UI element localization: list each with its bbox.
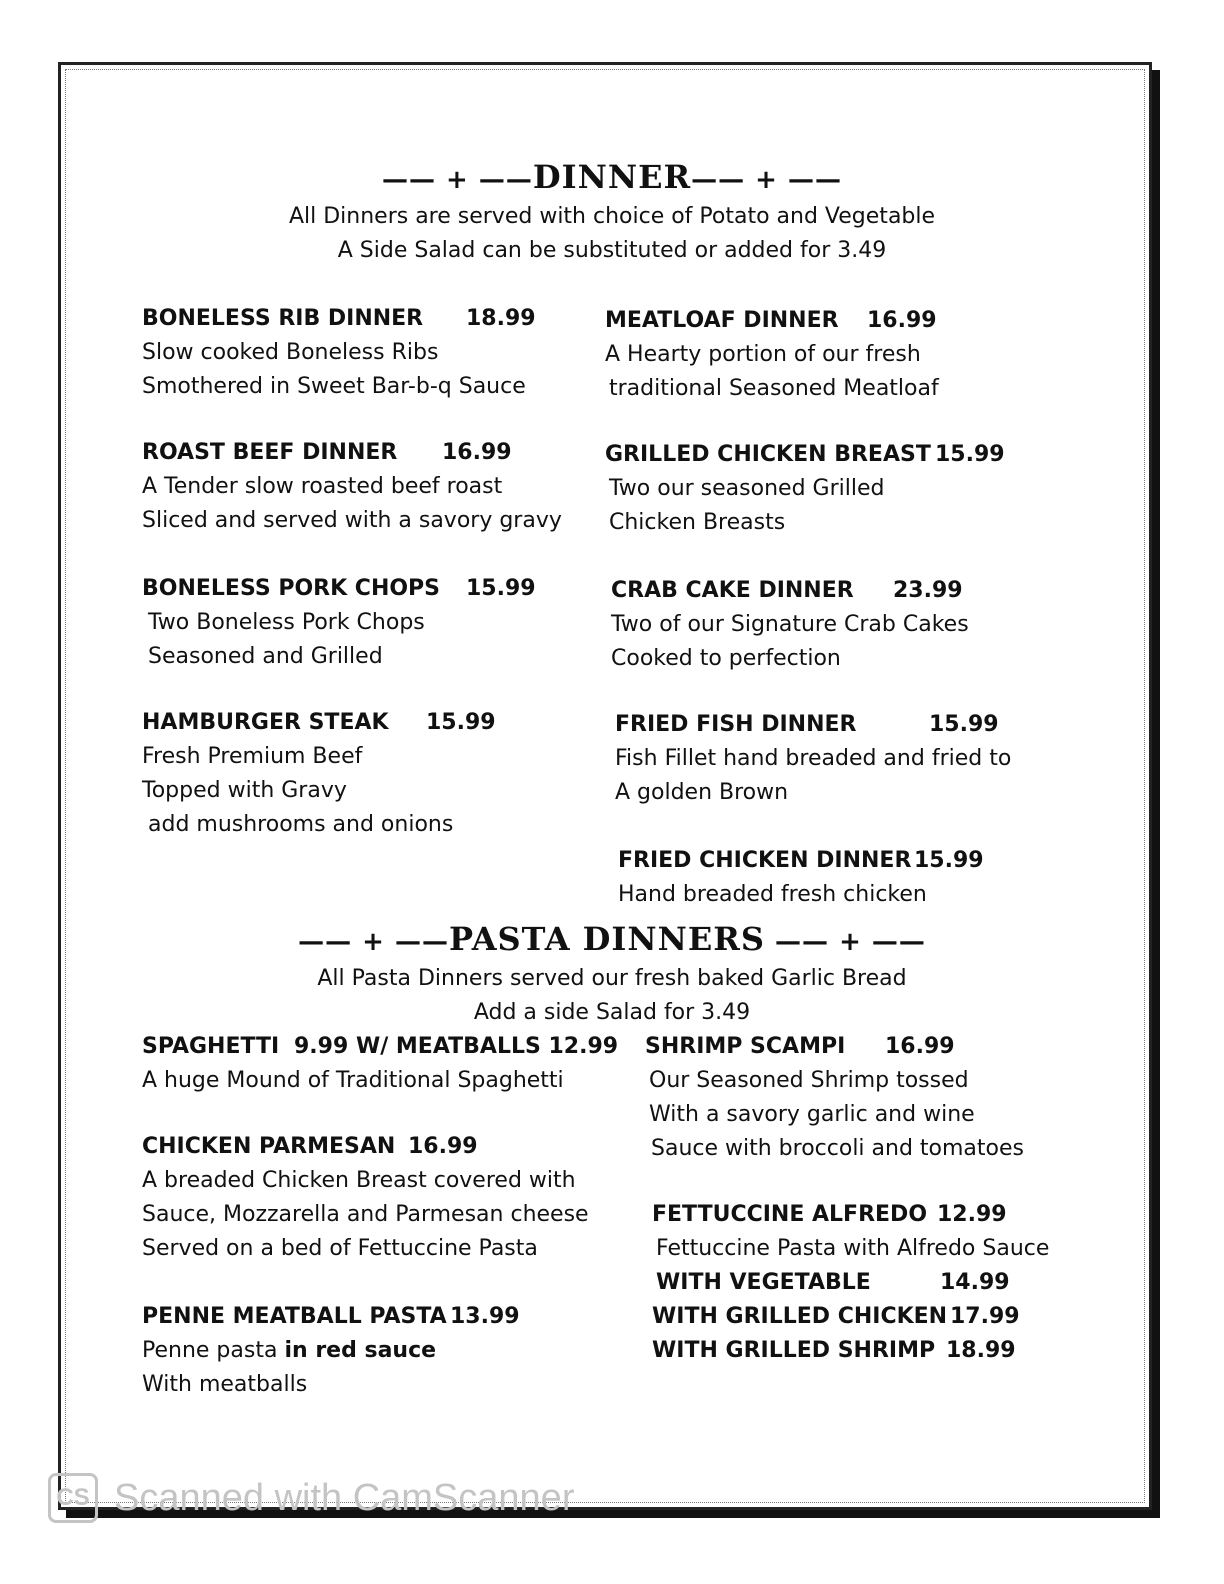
- menu-item: [652, 1198, 1049, 1368]
- item-desc: Fettuccine Pasta with Alfredo Sauce: [656, 1236, 1050, 1261]
- menu-item: [142, 572, 536, 674]
- dinner-note-1: All Dinners are served with choice of Potato and Vegetable: [288, 204, 936, 229]
- item-name: ROAST BEEF DINNER: [142, 440, 398, 465]
- menu-item: [605, 438, 1005, 540]
- item-desc: Sliced and served with a savory gravy: [142, 508, 562, 533]
- item-desc: With a savory garlic and wine: [649, 1102, 975, 1127]
- pasta-heading: —— + ——PASTA DINNERS —— + ——: [298, 920, 926, 958]
- fettuccine-option: [652, 1300, 1049, 1334]
- item-desc: A Hearty portion of our fresh: [605, 342, 921, 367]
- option-price: 17.99: [950, 1304, 1020, 1329]
- item-name: FETTUCCINE ALFREDO: [652, 1202, 928, 1227]
- item-desc: Smothered in Sweet Bar-b-q Sauce: [142, 374, 526, 399]
- item-desc: A golden Brown: [615, 780, 789, 805]
- menu-item: [142, 706, 496, 842]
- fettuccine-option: [652, 1266, 1049, 1300]
- item-desc: Sauce, Mozzarella and Parmesan cheese: [142, 1202, 589, 1227]
- item-price: 9.99 W/ MEATBALLS 12.99: [294, 1034, 619, 1059]
- menu-item: [142, 1130, 589, 1266]
- item-price: 18.99: [466, 306, 536, 331]
- item-desc: Served on a bed of Fettuccine Pasta: [142, 1236, 538, 1261]
- option-label: WITH VEGETABLE: [656, 1270, 871, 1295]
- camscanner-watermark: [48, 1470, 574, 1526]
- dinner-heading-text: DINNER: [532, 158, 692, 196]
- camscanner-logo: CS: [48, 1473, 98, 1523]
- item-price: 15.99: [466, 576, 536, 601]
- option-price: 14.99: [940, 1270, 1010, 1295]
- item-name: HAMBURGER STEAK: [142, 710, 389, 735]
- item-price: 15.99: [914, 848, 984, 873]
- item-price: 15.99: [935, 442, 1005, 467]
- watermark-text: Scanned with CamScanner: [114, 1476, 575, 1519]
- menu-item: [611, 574, 969, 676]
- fettuccine-option: [652, 1334, 1049, 1368]
- item-name: GRILLED CHICKEN BREAST: [605, 442, 931, 467]
- item-desc: Fresh Premium Beef: [142, 744, 363, 769]
- option-label: WITH GRILLED CHICKEN: [652, 1304, 948, 1329]
- item-name: CRAB CAKE DINNER: [611, 578, 854, 603]
- item-desc: Two Boneless Pork Chops: [148, 610, 425, 635]
- item-price: 16.99: [867, 308, 937, 333]
- menu-item: [142, 436, 562, 538]
- item-price: 13.99: [450, 1304, 520, 1329]
- pasta-note-2: Add a side Salad for 3.49: [473, 1000, 751, 1025]
- menu-item: [615, 708, 1011, 810]
- item-price: 12.99: [937, 1202, 1007, 1227]
- item-name: MEATLOAF DINNER: [605, 308, 839, 333]
- menu-item: [142, 302, 536, 404]
- item-price: 16.99: [885, 1034, 955, 1059]
- item-price: 23.99: [893, 578, 963, 603]
- item-desc: Cooked to perfection: [611, 646, 841, 671]
- option-label: WITH GRILLED SHRIMP: [652, 1338, 936, 1363]
- pasta-heading-text: PASTA DINNERS: [448, 920, 765, 958]
- item-name: CHICKEN PARMESAN: [142, 1134, 396, 1159]
- item-desc: Sauce with broccoli and tomatoes: [651, 1136, 1025, 1161]
- item-desc-plain: Penne pasta: [142, 1338, 285, 1363]
- item-price: 15.99: [426, 710, 496, 735]
- item-desc: A breaded Chicken Breast covered with: [142, 1168, 576, 1193]
- item-desc: Our Seasoned Shrimp tossed: [649, 1068, 969, 1093]
- item-price: 16.99: [408, 1134, 478, 1159]
- item-name: FRIED CHICKEN DINNER: [618, 848, 912, 873]
- menu-item: [142, 1300, 520, 1402]
- item-desc: Chicken Breasts: [609, 510, 786, 535]
- item-name: FRIED FISH DINNER: [615, 712, 857, 737]
- menu-item: [645, 1030, 1024, 1166]
- item-desc: With meatballs: [142, 1372, 308, 1397]
- item-desc: Slow cooked Boneless Ribs: [142, 340, 439, 365]
- item-desc: Two of our Signature Crab Cakes: [611, 612, 969, 637]
- item-desc: Seasoned and Grilled: [148, 644, 383, 669]
- menu-item: [142, 1030, 619, 1098]
- item-desc: Topped with Gravy: [142, 778, 347, 803]
- item-price: 15.99: [929, 712, 999, 737]
- item-desc-bold: in red sauce: [284, 1338, 437, 1363]
- item-name: PENNE MEATBALL PASTA: [142, 1304, 447, 1329]
- menu-item: [605, 304, 939, 406]
- menu-item: [618, 844, 984, 912]
- item-price: 16.99: [442, 440, 512, 465]
- item-name: BONELESS RIB DINNER: [142, 306, 424, 331]
- item-desc: A huge Mound of Traditional Spaghetti: [142, 1068, 564, 1093]
- item-desc: Hand breaded fresh chicken: [618, 882, 927, 907]
- item-name: SPAGHETTI: [142, 1034, 280, 1059]
- item-name: BONELESS PORK CHOPS: [142, 576, 441, 601]
- item-desc: add mushrooms and onions: [148, 812, 454, 837]
- pasta-note-1: All Pasta Dinners served our fresh baked Garlic Bread: [317, 966, 907, 991]
- item-desc: [142, 1334, 447, 1368]
- item-name: SHRIMP SCAMPI: [645, 1034, 846, 1059]
- item-desc: Fish Fillet hand breaded and fried to: [615, 746, 1012, 771]
- option-price: 18.99: [946, 1338, 1016, 1363]
- item-desc: traditional Seasoned Meatloaf: [609, 376, 939, 401]
- item-desc: A Tender slow roasted beef roast: [142, 474, 503, 499]
- item-desc: Two our seasoned Grilled: [609, 476, 885, 501]
- dinner-heading: —— + ——DINNER—— + ——: [382, 158, 842, 196]
- dinner-note-2: A Side Salad can be substituted or added for 3.49: [337, 238, 887, 263]
